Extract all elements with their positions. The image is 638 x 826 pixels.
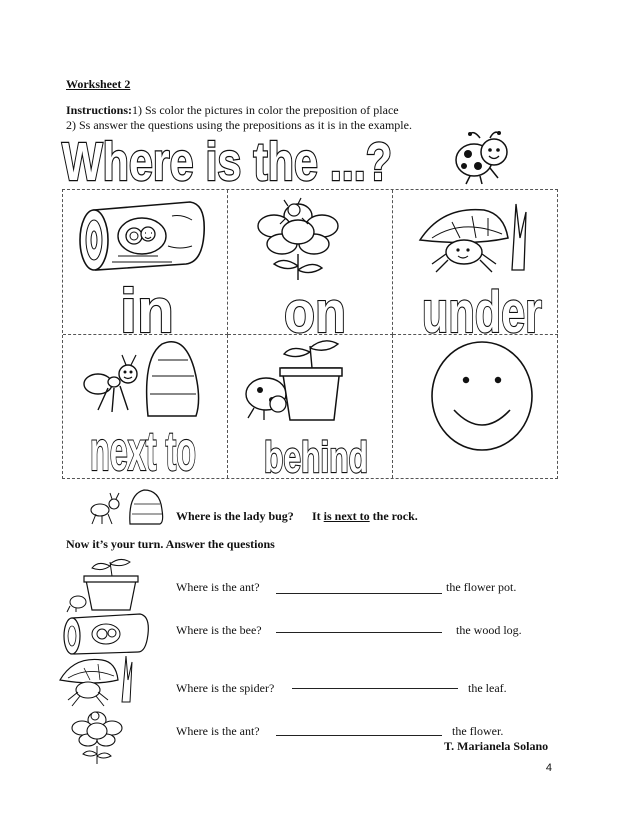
q3-answer-line[interactable]: [292, 688, 458, 689]
svg-text:on: on: [284, 280, 346, 345]
example-ladybug-rock-image: [88, 486, 168, 526]
q2-question: Where is the bee?: [176, 623, 262, 637]
instruction-line-2: 2) Ss answer the questions using the prepositions as it is in the example.: [66, 118, 412, 132]
instructions-label: Instructions:: [66, 103, 133, 117]
q4-answer-line[interactable]: [276, 735, 442, 736]
page-number: 4: [545, 762, 552, 774]
your-turn-heading: Now it’s your turn. Answer the questions: [66, 537, 275, 551]
prep-label-in: [118, 276, 178, 346]
svg-text:behind: behind: [264, 433, 368, 482]
big-title: [60, 130, 400, 192]
prep-label-on: [282, 280, 348, 345]
prep-label-behind: [262, 432, 372, 482]
q2-ending: the wood log.: [456, 623, 522, 637]
example-answer-underlined: is next to: [323, 509, 370, 523]
instruction-line-1: [66, 103, 399, 117]
q1-ending: the flower pot.: [446, 580, 517, 594]
prep-label-under: [420, 280, 546, 345]
q4-ending: the flower.: [452, 724, 504, 738]
svg-text:next to: next to: [90, 419, 196, 482]
ladybug-behind-pot-image: [238, 338, 358, 422]
ladybug-icon: [450, 128, 522, 190]
q2-bee-woodlog-image: [60, 612, 152, 656]
worksheet-heading: Worksheet 2: [66, 77, 131, 91]
smiley-face-image: [430, 340, 534, 452]
flower-with-ant-image: [238, 196, 358, 282]
q1-ant-flowerpot-image: [66, 556, 142, 612]
example-answer-post: the rock.: [369, 509, 418, 523]
prep-label-next-to: [88, 418, 200, 482]
example-answer-pre: It: [312, 509, 324, 523]
q2-answer-line[interactable]: [276, 632, 442, 633]
example-question: Where is the lady bug?: [176, 509, 294, 523]
spider-under-leaf-image: [412, 198, 532, 278]
example-answer: [312, 509, 418, 523]
q1-question: Where is the ant?: [176, 580, 260, 594]
q1-answer-line[interactable]: [276, 593, 442, 594]
q3-ending: the leaf.: [468, 681, 507, 695]
q3-spider-leaf-image: [54, 652, 138, 708]
wood-log-image: [72, 196, 212, 278]
instruction-1-text: 1) Ss color the pictures in color the preposition of place: [132, 103, 399, 117]
svg-text:under: under: [422, 280, 542, 345]
svg-text:in: in: [120, 277, 174, 346]
ant-next-to-rock-image: [78, 338, 208, 420]
q4-ant-flower-image: [62, 708, 132, 766]
author-name: T. Marianela Solano: [444, 739, 549, 753]
q4-question: Where is the ant?: [176, 724, 260, 738]
q3-question: Where is the spider?: [176, 681, 275, 695]
svg-text:Where is the ...?: Where is the ...?: [62, 132, 392, 192]
